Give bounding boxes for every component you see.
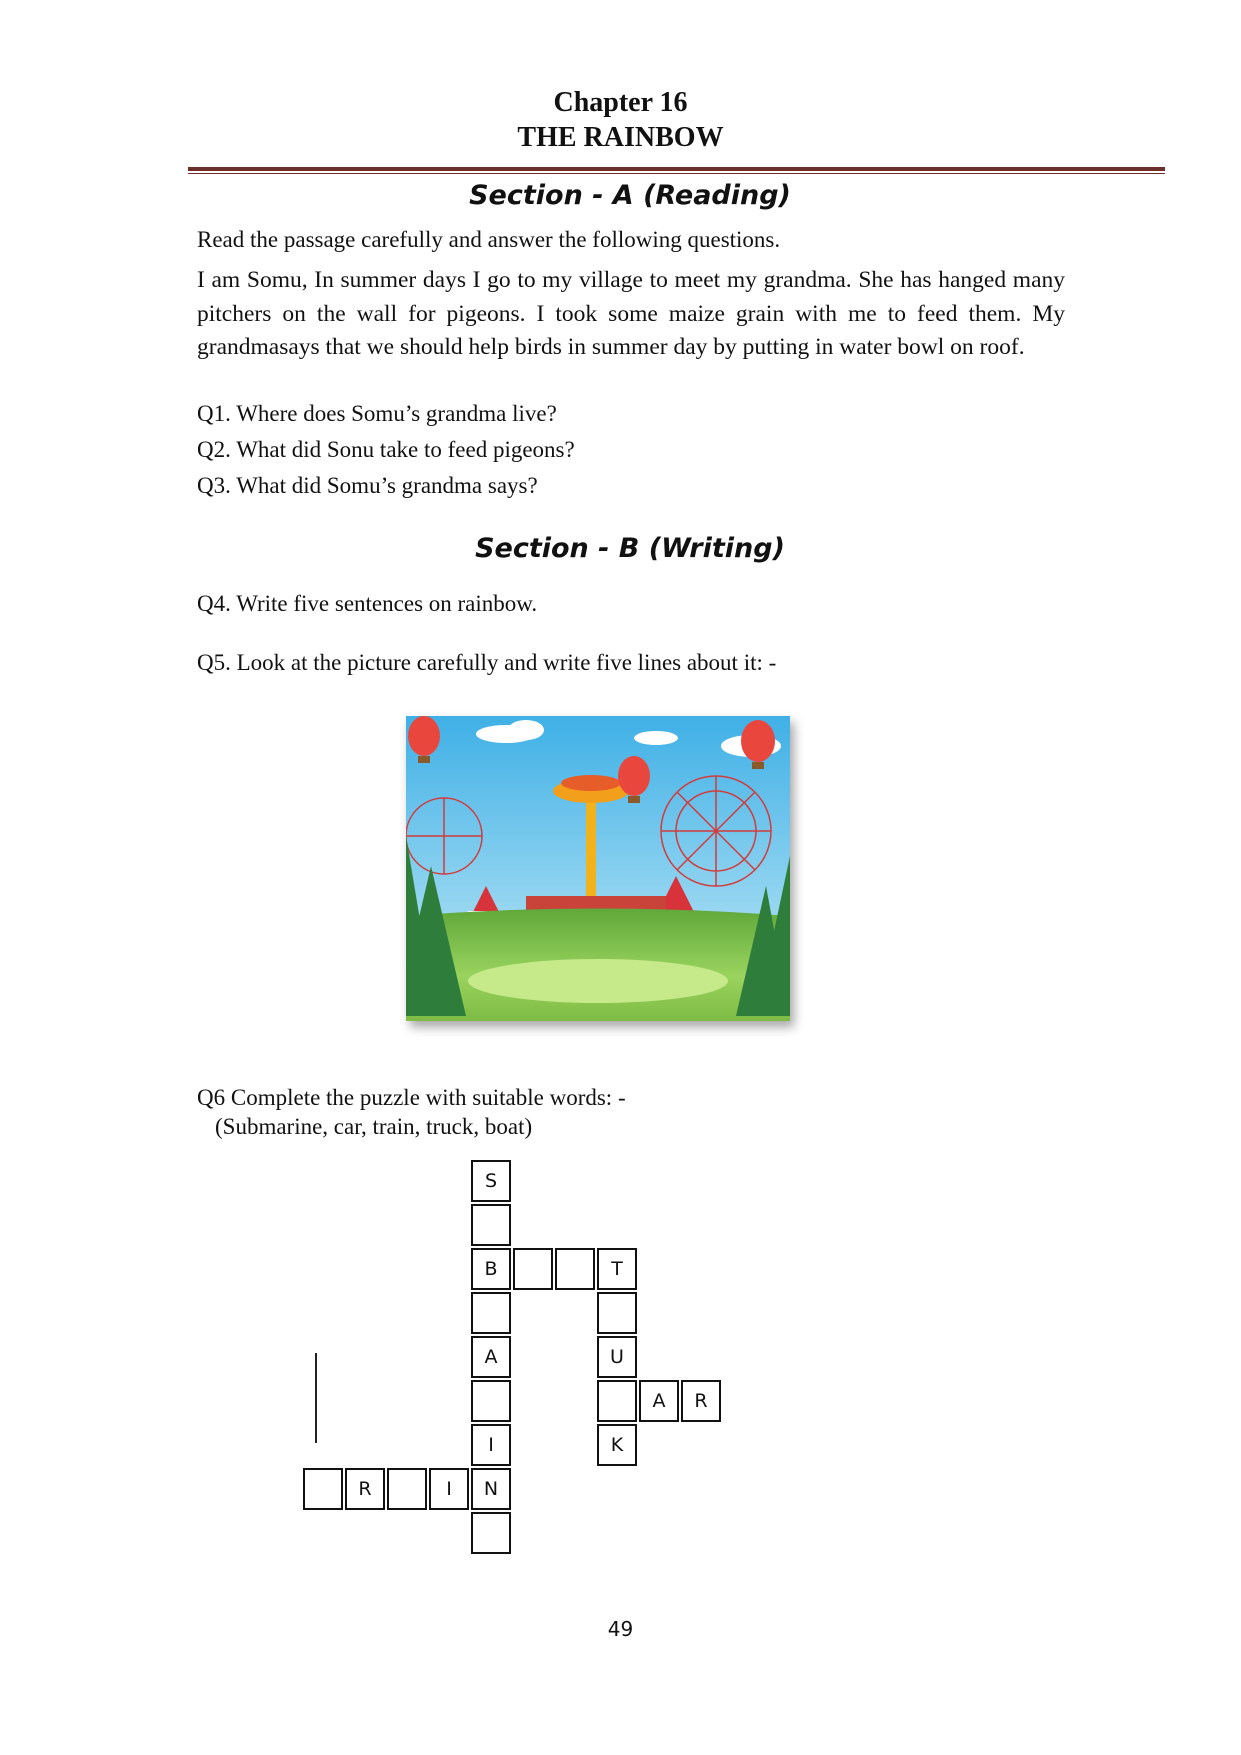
puzzle-cell[interactable] [303, 1468, 343, 1510]
question-5: Q5. Look at the picture carefully and write five lines about it: - [197, 650, 777, 675]
puzzle-cell-s[interactable]: S [471, 1160, 511, 1202]
puzzle-cell[interactable] [471, 1512, 511, 1554]
puzzle-cell[interactable] [471, 1292, 511, 1334]
puzzle-cell[interactable] [387, 1468, 427, 1510]
page-number: 49 [607, 1617, 634, 1641]
chapter-title: THE RAINBOW [517, 122, 724, 153]
puzzle-cell[interactable] [555, 1248, 595, 1290]
puzzle-cell[interactable] [597, 1380, 637, 1422]
chapter-number: Chapter 16 [553, 87, 688, 118]
puzzle-vertical-line [315, 1353, 317, 1443]
question-6-word-bank: (Submarine, car, train, truck, boat) [215, 1114, 533, 1139]
header-rule-thin [188, 173, 1165, 174]
puzzle-cell-r[interactable]: R [681, 1380, 721, 1422]
puzzle-cell-r2[interactable]: R [345, 1468, 385, 1510]
puzzle-cell[interactable] [471, 1204, 511, 1246]
question-6: Q6 Complete the puzzle with suitable words: - [197, 1085, 626, 1110]
puzzle-cell[interactable] [513, 1248, 553, 1290]
puzzle-cell-k[interactable]: K [597, 1424, 637, 1466]
puzzle-cell-i[interactable]: I [471, 1424, 511, 1466]
puzzle-cell-a[interactable]: A [471, 1336, 511, 1378]
header-rule [188, 167, 1165, 171]
puzzle-cell-u[interactable]: U [597, 1336, 637, 1378]
puzzle-cell[interactable] [597, 1292, 637, 1334]
puzzle-cell-n[interactable]: N [471, 1468, 511, 1510]
carnival-picture [406, 716, 790, 1021]
question-2: Q2. What did Sonu take to feed pigeons? [197, 437, 575, 462]
section-b-heading: Section - B (Writing) [475, 533, 785, 564]
question-4: Q4. Write five sentences on rainbow. [197, 591, 538, 616]
question-1: Q1. Where does Somu’s grandma live? [197, 401, 557, 426]
puzzle-cell-i2[interactable]: I [429, 1468, 469, 1510]
section-a-heading: Section - A (Reading) [469, 180, 791, 211]
puzzle-cell-b[interactable]: B [471, 1248, 511, 1290]
reading-instruction: Read the passage carefully and answer the following questions. [197, 227, 781, 252]
reading-passage: I am Somu, In summer days I go to my village to meet my grandma. She has hanged many pitchers on the wall for pigeons. I took some maize grain with me to feed them. My grandmasays that we should help birds in summer day by putting in water bowl on roof. [197, 267, 1065, 360]
puzzle-cell-t[interactable]: T [597, 1248, 637, 1290]
question-3: Q3. What did Somu’s grandma says? [197, 473, 538, 498]
puzzle-cell[interactable] [471, 1380, 511, 1422]
puzzle-cell-a2[interactable]: A [639, 1380, 679, 1422]
